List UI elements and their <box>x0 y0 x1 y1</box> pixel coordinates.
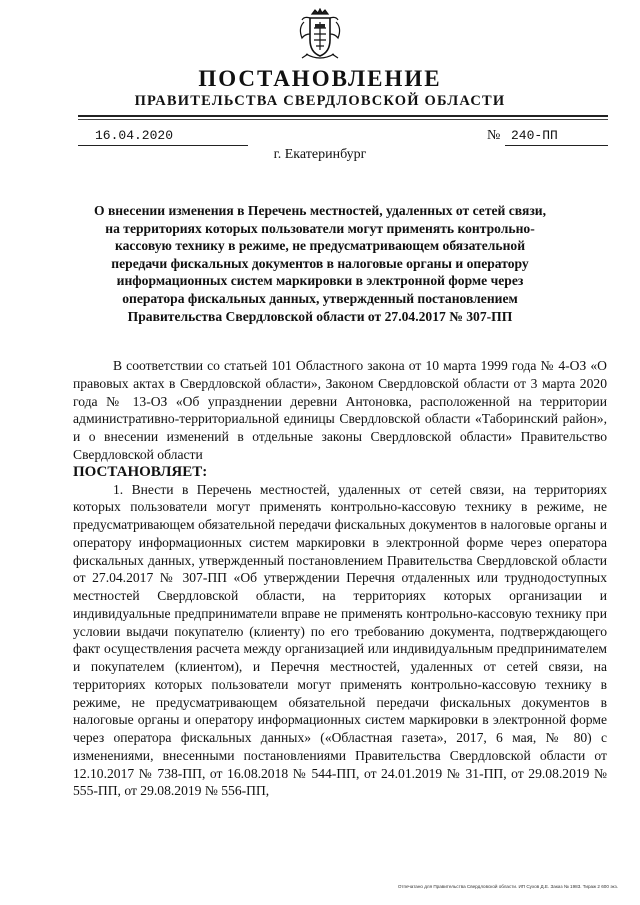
item-1-paragraph: 1. Внести в Перечень местностей, удаленных от сетей связи, на территориях которых пользователи могут применять контрольно-кассовую технику в режиме, не предусматривающем обязательной передачи фискальных документов в налоговые органы и оператору информационных систем маркировки в электронной форме через оператора фискальных данных, утвержденный постановлением Правительства Свердловской области от 27.04.2017 № 307-ПП «Об утверждении Перечня отдаленных или труднодоступных местностей Свердловской области, на территориях которых организации и индивидуальные предприниматели вправе не применять контрольно-кассовую технику при условии выдачи покупателю (клиенту) по его требованию документа, подтверждающего факт осуществления расчета между организацией или индивидуальным предпринимателем и покупателем (клиентом), и Перечня местностей, удаленных от сетей связи, на территориях которых пользователи могут применять контрольно-кассовую технику в режиме, не предусматривающем обязательной передачи фискальных документов в налоговые органы и оператору информационных систем маркировки в электронной форме через оператора фискальных данных» («Областная газета», 2017, 6 мая, № 80) с изменениями, внесенными постановлениями Правительства Свердловской области от 12.10.2017 № 738-ПП, от 16.08.2018 № 544-ПП, от 24.01.2019 № 31-ПП, от 29.08.2019 № 555-ПП, от 29.08.2019 № 556-ПП, <box>73 481 607 799</box>
number-underline <box>505 145 608 146</box>
issuer-title: ПРАВИТЕЛЬСТВА СВЕРДЛОВСКОЙ ОБЛАСТИ <box>134 93 506 109</box>
header-divider <box>78 115 608 117</box>
header-divider-thin <box>78 119 608 120</box>
print-footer: Отпечатано для Правительства Свердловской области. ИП Сухов Д.Е. Заказ № 1983. Тираж 2 600 экз. <box>397 884 618 889</box>
document-date: 16.04.2020 <box>95 128 174 143</box>
document-number: 240-ПП <box>511 128 558 143</box>
date-underline <box>78 145 248 146</box>
document-body <box>73 357 607 800</box>
document-type-title: ПОСТАНОВЛЕНИЕ <box>198 66 442 91</box>
city-label: г. Екатеринбург <box>273 147 367 162</box>
resolution-keyword: ПОСТАНОВЛЯЕТ: <box>73 463 208 480</box>
document-heading: О внесении изменения в Перечень местностей, удаленных от сетей связи, на территориях которых пользователи могут применять контрольно-кассовую технику в режиме, не предусматривающем обязательной передачи фискальных документов в налоговые органы и оператору информационных систем маркировки в электронной форме через оператора фискальных данных, утвержденный постановлением Правительства Свердловской области от 27.04.2017 № 307-ПП <box>93 203 547 324</box>
intro-paragraph: В соответствии со статьей 101 Областного закона от 10 марта 1999 года № 4-ОЗ «О правовых актах в Свердловской области», Законом Свердловской области от 3 марта 2020 года № 13-ОЗ «Об упразднении деревни Антоновка, расположенной на территории административно-территориальной единицы Свердловской области «Таборинский район», и о внесении изменений в отдельные законы Свердловской области» Правительство Свердловской области <box>73 358 607 462</box>
coat-of-arms-icon <box>296 8 344 64</box>
number-sign: № <box>487 128 501 143</box>
